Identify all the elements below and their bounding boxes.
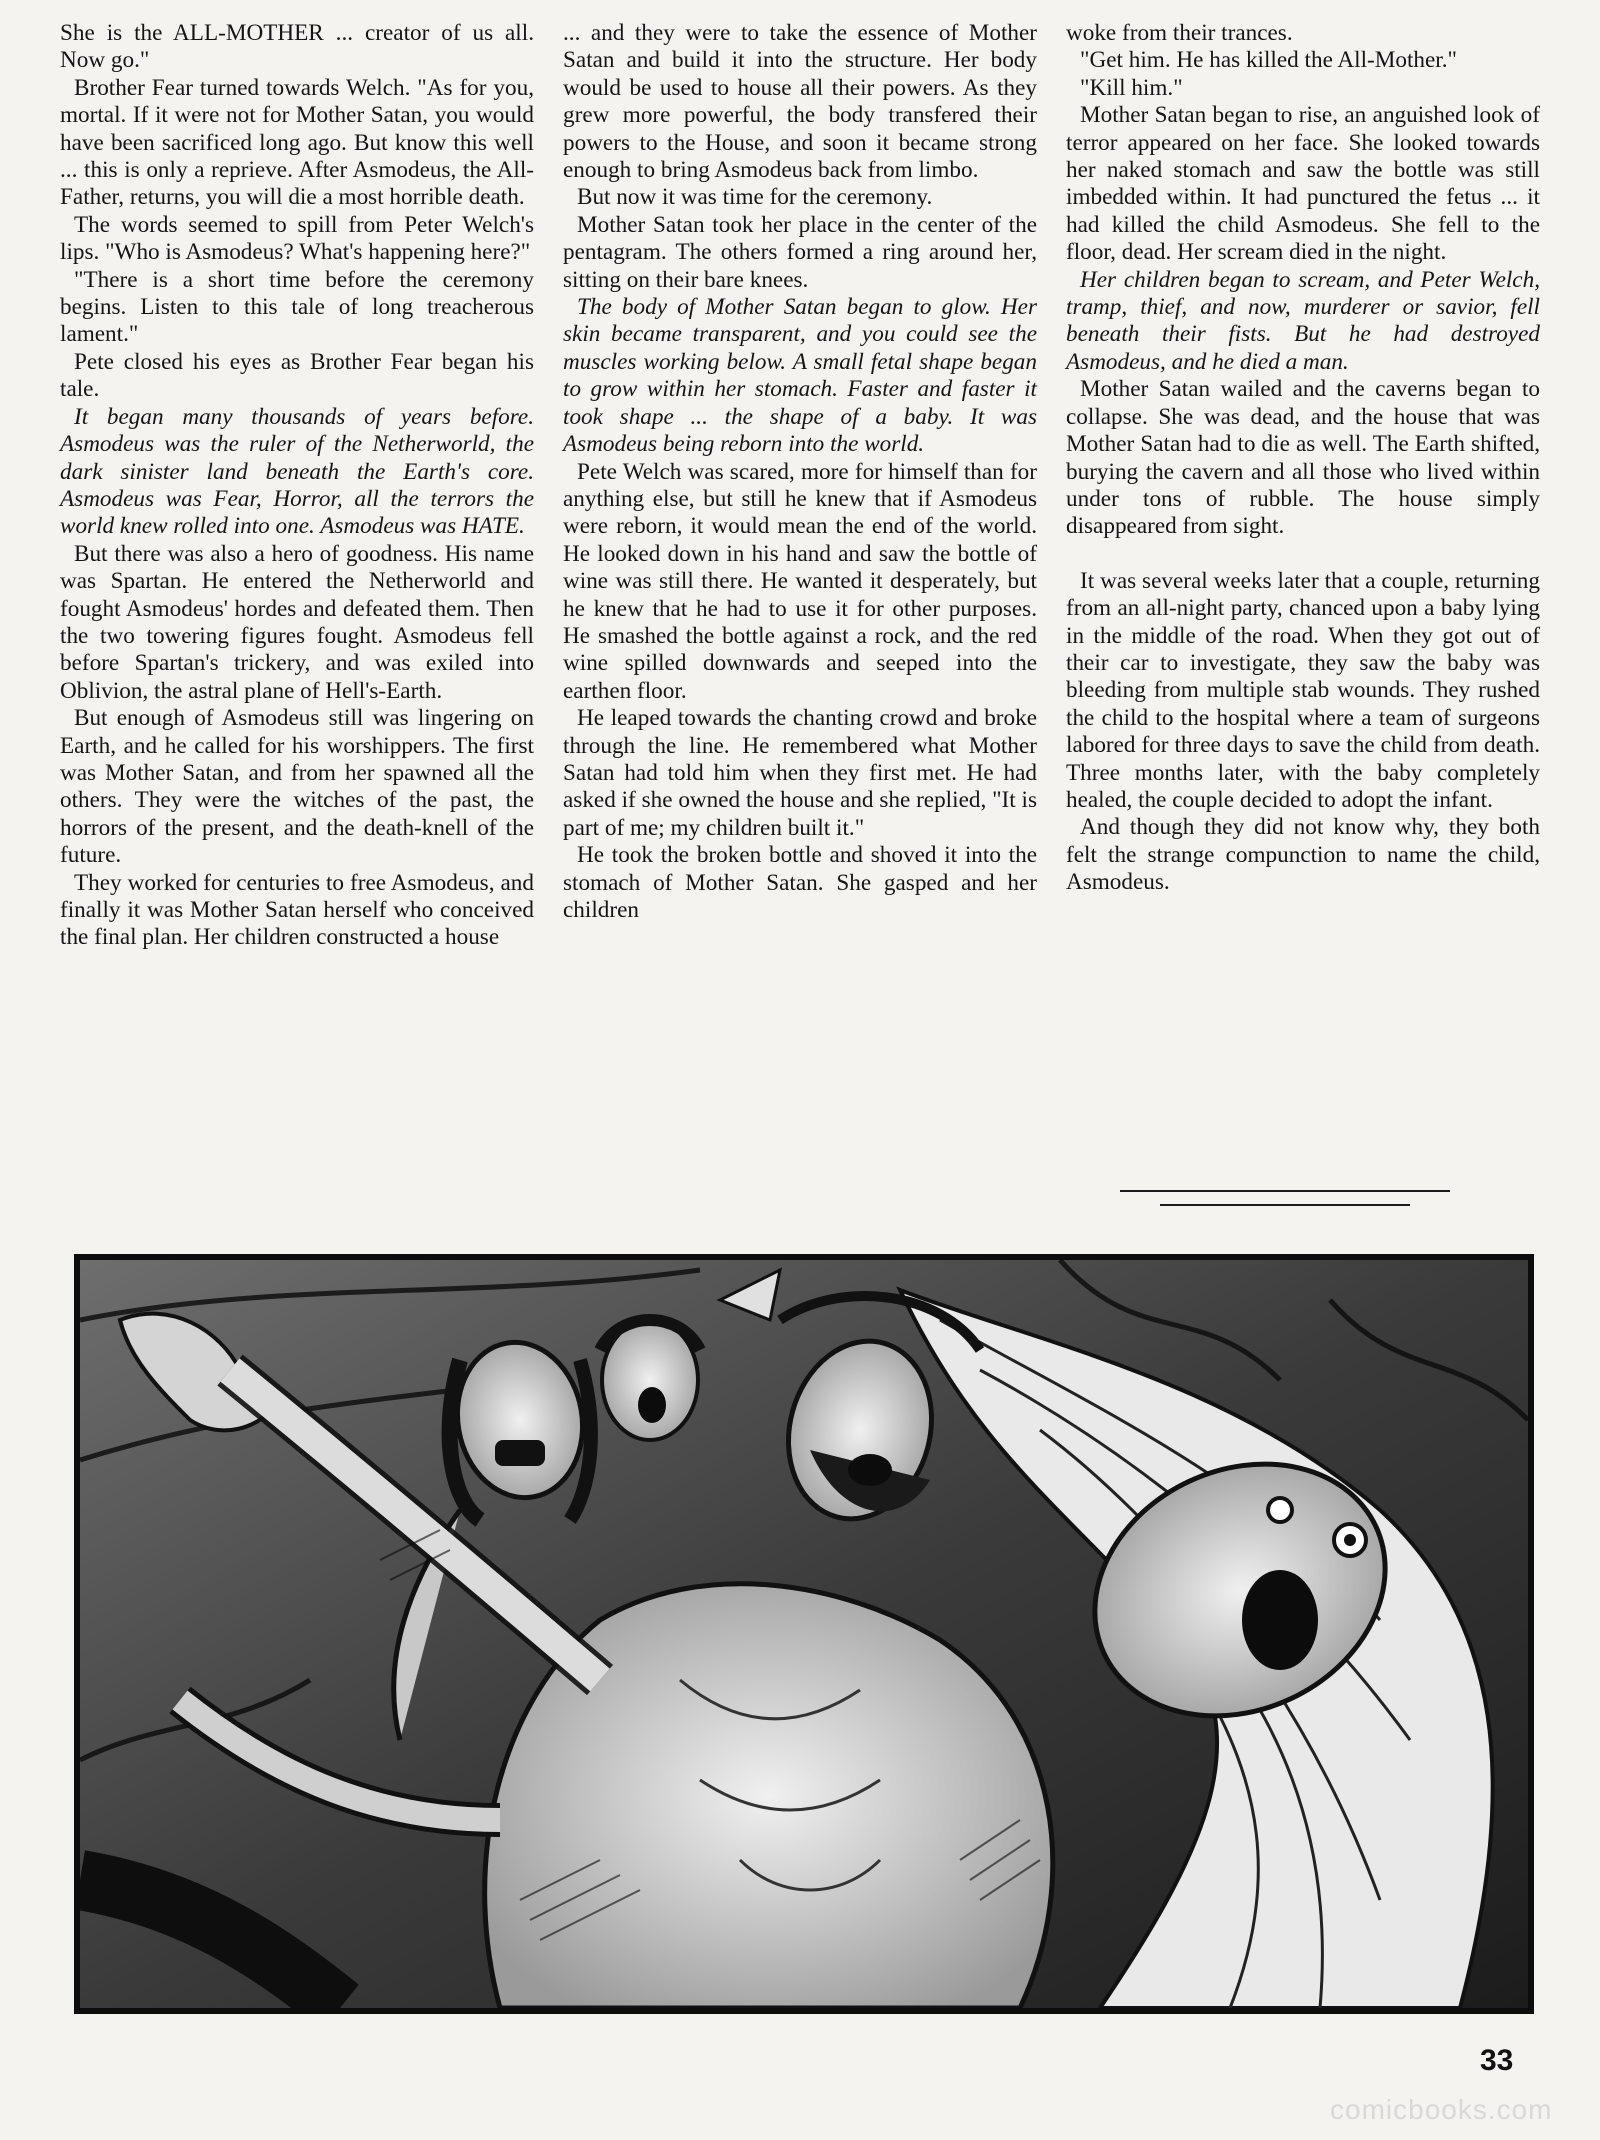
article-paragraph: Pete closed his eyes as Brother Fear began his tale. <box>60 348 534 403</box>
ornament-line-top <box>1120 1190 1450 1192</box>
article-paragraph: And though they did not know why, they both felt the strange compunction to name the child, Asmodeus. <box>1066 814 1540 896</box>
article-paragraph: Brother Fear turned towards Welch. "As for you, mortal. If it were not for Mother Satan, you would have been sacrificed long ago. But know this well ... this is only a reprieve. After Asmodeus, the All-Father, returns, you will die a most horrible death. <box>60 74 534 211</box>
article-paragraph: They worked for centuries to free Asmodeus, and finally it was Mother Satan herself who conceived the final plan. Her children constructed a house <box>60 869 534 951</box>
ornament-line-bottom <box>1160 1204 1410 1206</box>
text-column-1 <box>60 20 534 1235</box>
article-paragraph: But there was also a hero of goodness. His name was Spartan. He entered the Netherworld and fought Asmodeus' hordes and defeated them. Then the two towering figures fought. Asmodeus fell before Spartan's trickery, and was exiled into Oblivion, the astral plane of Hell's-Earth. <box>60 540 534 704</box>
article-paragraph: He leaped towards the chanting crowd and broke through the line. He remembered what Mother Satan had told him when they first met. He had asked if she owned the house and she replied, "It is part of me; my children built it." <box>563 705 1037 841</box>
article-text <box>60 20 1540 1235</box>
article-paragraph: Mother Satan took her place in the center of the pentagram. The others formed a ring around her, sitting on their bare knees. <box>563 211 1037 293</box>
article-paragraph: It began many thousands of years before. Asmodeus was the ruler of the Netherworld, the dark sinister land beneath the Earth's core. Asmodeus was Fear, Horror, all the terrors the world knew rolled into one. Asmodeus was HATE. <box>60 403 534 540</box>
page-number: 33 <box>1480 2044 1514 2077</box>
article-paragraph: He took the broken bottle and shoved it into the stomach of Mother Satan. She gasped and her children <box>563 842 1037 923</box>
illustration-panel <box>74 1254 1534 2014</box>
text-column-2 <box>563 20 1037 1235</box>
end-ornament-rule <box>1120 1188 1450 1212</box>
article-paragraph: But now it was time for the ceremony. <box>577 184 933 211</box>
article-paragraph: "Get him. He has killed the All-Mother." <box>1080 47 1457 74</box>
article-paragraph: Mother Satan wailed and the caverns began to collapse. She was dead, and the house that was Mother Satan had to die as well. The Earth shifted, burying the cavern and all those who lived within under tons of rubble. The house simply disappeared from sight. <box>1066 376 1540 540</box>
article-paragraph: woke from their trances. <box>1066 20 1293 46</box>
article-paragraph: The body of Mother Satan began to glow. Her skin became transparent, and you could see the muscles working below. A small fetal shape began to grow within her stomach. Faster and faster it took shape ... the shape of a baby. It was Asmodeus being reborn into the world. <box>563 294 1037 458</box>
article-paragraph: ... and they were to take the essence of Mother Satan and build it into the structure. Her body would be used to house all their powers. As they grew more powerful, the body transfered their powers to the House, and soon it became strong enough to bring Asmodeus back from limbo. <box>563 20 1037 184</box>
comic-illustration <box>80 1260 1528 2008</box>
article-paragraph: "Kill him." <box>1080 74 1183 101</box>
article-paragraph: Her children began to scream, and Peter Welch, tramp, thief, and now, murderer or savior, fell beneath their fists. But he had destroyed Asmodeus, and he died a man. <box>1066 266 1540 375</box>
article-paragraph: "There is a short time before the ceremony begins. Listen to this tale of long treacherous lament." <box>60 266 534 348</box>
article-paragraph: Pete Welch was scared, more for himself than for anything else, but still he knew that if Asmodeus were reborn, it would mean the end of the world. He looked down in his hand and saw the bottle of wine was still there. He wanted it desperately, but he knew that he had to use it for other purposes. He smashed the bottle against a rock, and the red wine spilled downwards and seeped into the earthen floor. <box>563 458 1037 704</box>
watermark-text: comicbooks.com <box>1330 2094 1553 2125</box>
article-paragraph: But enough of Asmodeus still was lingering on Earth, and he called for his worshippers. The first was Mother Satan, and from her spawned all the others. They were the witches of the past, the horrors of the present, and the death-knell of the future. <box>60 705 534 869</box>
article-paragraph: The words seemed to spill from Peter Welch's lips. "Who is Asmodeus? What's happening here?" <box>60 211 534 266</box>
article-paragraph: It was several weeks later that a couple, returning from an all-night party, chanced upon a baby lying in the middle of the road. When they got out of their car to investigate, they saw the baby was bleeding from multiple stab wounds. They rushed the child to the hospital where a team of surgeons labored for three days to save the child from death. Three months later, with the baby completely healed, the couple decided to adopt the infant. <box>1066 567 1540 813</box>
text-column-3 <box>1066 20 1540 1235</box>
article-paragraph: Mother Satan began to rise, an anguished look of terror appeared on her face. She looked towards her naked stomach and saw the bottle was still imbedded within. It had punctured the fetus ... it had killed the child Asmodeus. She fell to the floor, dead. Her scream died in the night. <box>1066 102 1540 266</box>
article-paragraph: She is the ALL-MOTHER ... creator of us all. Now go." <box>60 20 534 74</box>
